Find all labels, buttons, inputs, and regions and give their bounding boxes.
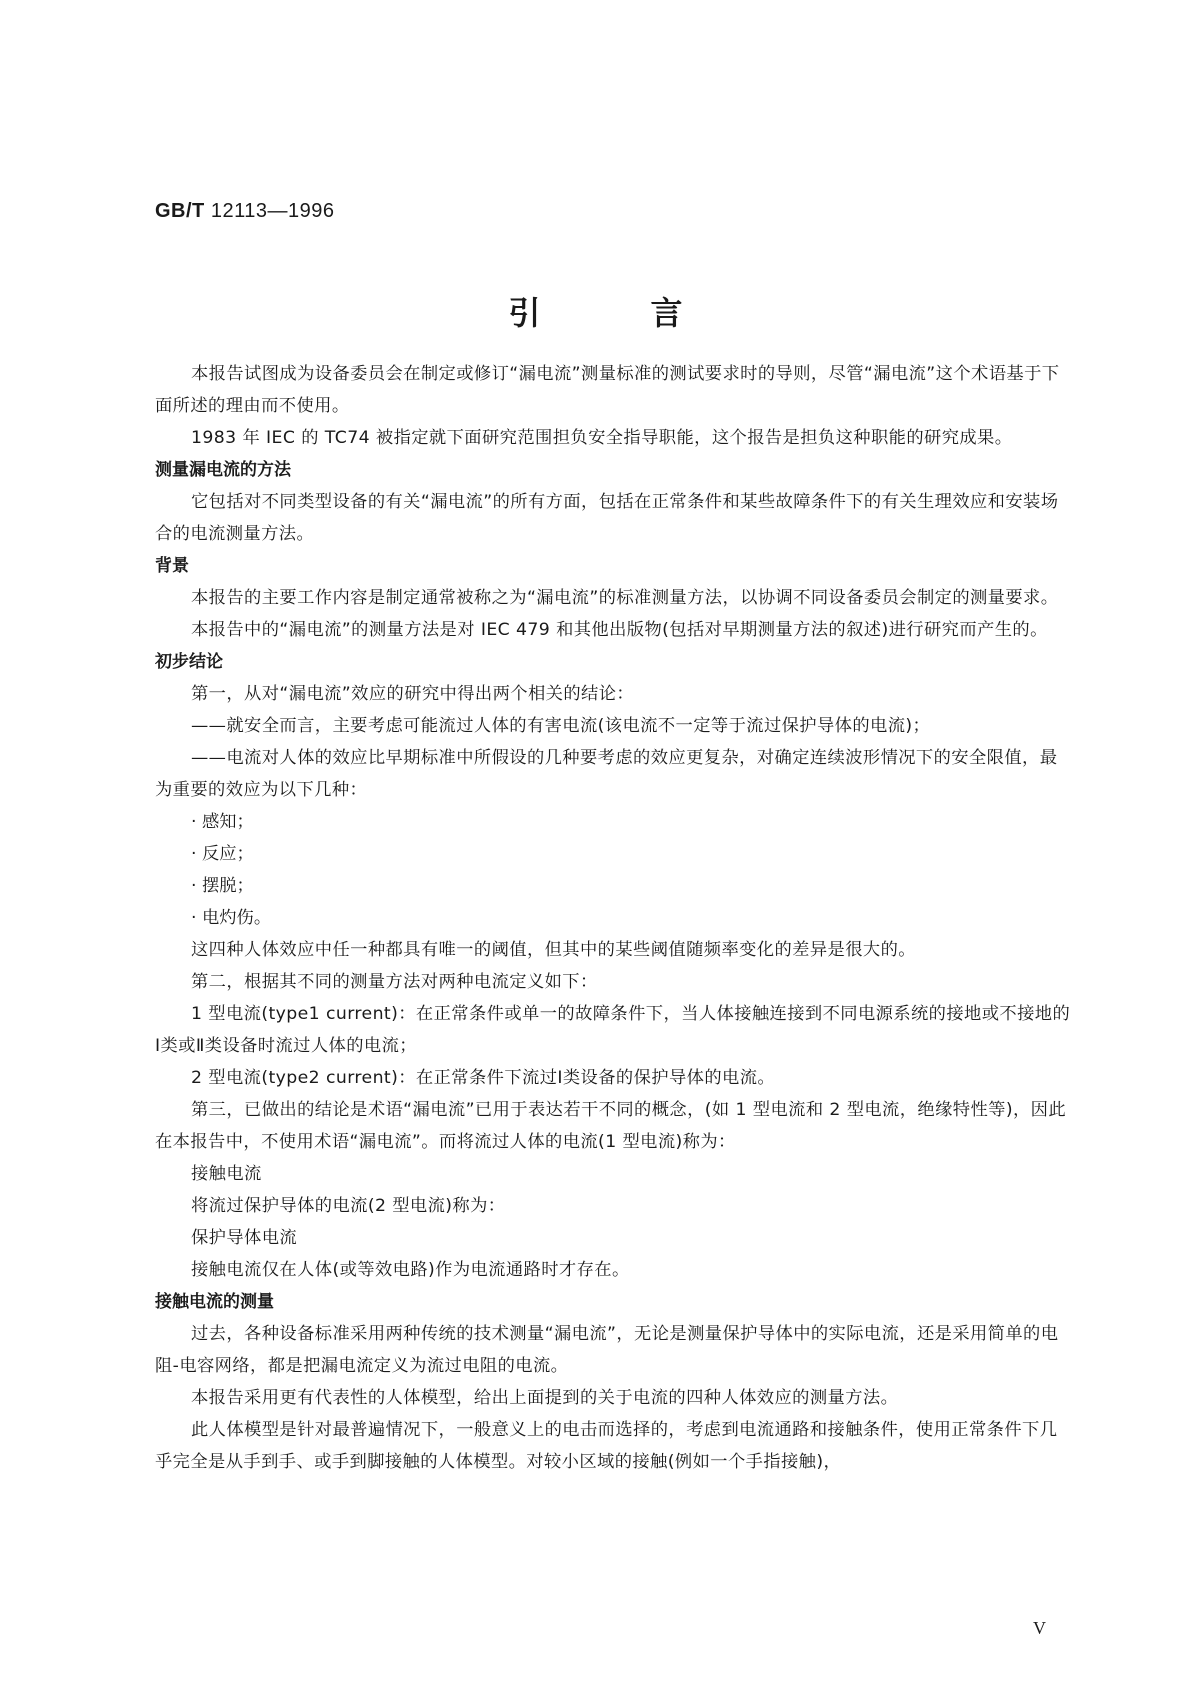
paragraph: 保护导体电流 — [191, 1228, 298, 1248]
section-heading: 测量漏电流的方法 — [155, 460, 291, 480]
paragraph: 1983 年 IEC 的 TC74 被指定就下面研究范围担负安全指导职能，这个报告是担负这种职能的研究成果。 — [191, 428, 1013, 448]
paragraph: ——就安全而言，主要考虑可能流过人体的有害电流(该电流不一定等于流过保护导体的电流)； — [191, 716, 931, 736]
paragraph: 第三，已做出的结论是术语“漏电流”已用于表达若干不同的概念，(如 1 型电流和 2 型电流，绝缘特性等)，因此在本报告中，不使用术语“漏电流”。而将流过人体的电流(1 型电流)称为： — [155, 1100, 1067, 1152]
paragraph: 1 型电流(type1 current)：在正常条件或单一的故障条件下，当人体接触连接到不同电源系统的接地或不接地的Ⅰ类或Ⅱ类设备时流过人体的电流； — [155, 1004, 1071, 1056]
section-heading: 初步结论 — [155, 652, 223, 672]
paragraph: ——电流对人体的效应比早期标准中所假设的几种要考虑的效应更复杂，对确定连续波形情况下的安全限值，最为重要的效应为以下几种： — [155, 748, 1058, 800]
list-item: · 电灼伤。 — [191, 908, 272, 928]
section-heading: 接触电流的测量 — [155, 1292, 274, 1312]
list-item: · 摆脱； — [191, 876, 254, 896]
list-item: · 感知； — [191, 812, 254, 832]
page-title: 引言 — [508, 294, 793, 332]
paragraph: 接触电流 — [191, 1164, 262, 1184]
standard-prefix: GB/T — [155, 200, 205, 222]
paragraph: 此人体模型是针对最普遍情况下，一般意义上的电击而选择的，考虑到电流通路和接触条件，使用正常条件下几乎完全是从手到手、或手到脚接触的人体模型。对较小区域的接触(例如一个手指接触)， — [155, 1420, 1058, 1472]
list-item: · 反应； — [191, 844, 254, 864]
standard-number: 12113—1996 — [210, 200, 335, 222]
paragraph: 这四种人体效应中任一种都具有唯一的阈值，但其中的某些阈值随频率变化的差异是很大的。 — [191, 940, 916, 960]
paragraph: 第一，从对“漏电流”效应的研究中得出两个相关的结论： — [191, 684, 635, 704]
paragraph: 将流过保护导体的电流(2 型电流)称为： — [191, 1196, 506, 1216]
section-heading: 背景 — [155, 556, 189, 576]
paragraph: 本报告采用更有代表性的人体模型，给出上面提到的关于电流的四种人体效应的测量方法。 — [191, 1388, 899, 1408]
paragraph: 2 型电流(type2 current)：在正常条件下流过Ⅰ类设备的保护导体的电流。 — [191, 1068, 776, 1088]
paragraph: 接触电流仅在人体(或等效电路)作为电流通路时才存在。 — [191, 1260, 630, 1280]
standard-code — [155, 200, 334, 223]
paragraph: 本报告试图成为设备委员会在制定或修订“漏电流”测量标准的测试要求时的导则，尽管“漏电流”这个术语基于下面所述的理由而不使用。 — [155, 364, 1060, 416]
paragraph: 本报告的主要工作内容是制定通常被称之为“漏电流”的标准测量方法，以协调不同设备委员会制定的测量要求。 — [191, 588, 1059, 608]
document-body — [155, 358, 1075, 1478]
paragraph: 第二，根据其不同的测量方法对两种电流定义如下： — [191, 972, 598, 992]
paragraph: 过去，各种设备标准采用两种传统的技术测量“漏电流”，无论是测量保护导体中的实际电流，还是采用简单的电阻-电容网络，都是把漏电流定义为流过电阻的电流。 — [155, 1324, 1059, 1376]
paragraph: 本报告中的“漏电流”的测量方法是对 IEC 479 和其他出版物(包括对早期测量方法的叙述)进行研究而产生的。 — [191, 620, 1048, 640]
page-number: V — [1033, 1618, 1046, 1638]
paragraph: 它包括对不同类型设备的有关“漏电流”的所有方面，包括在正常条件和某些故障条件下的有关生理效应和安装场合的电流测量方法。 — [155, 492, 1059, 544]
